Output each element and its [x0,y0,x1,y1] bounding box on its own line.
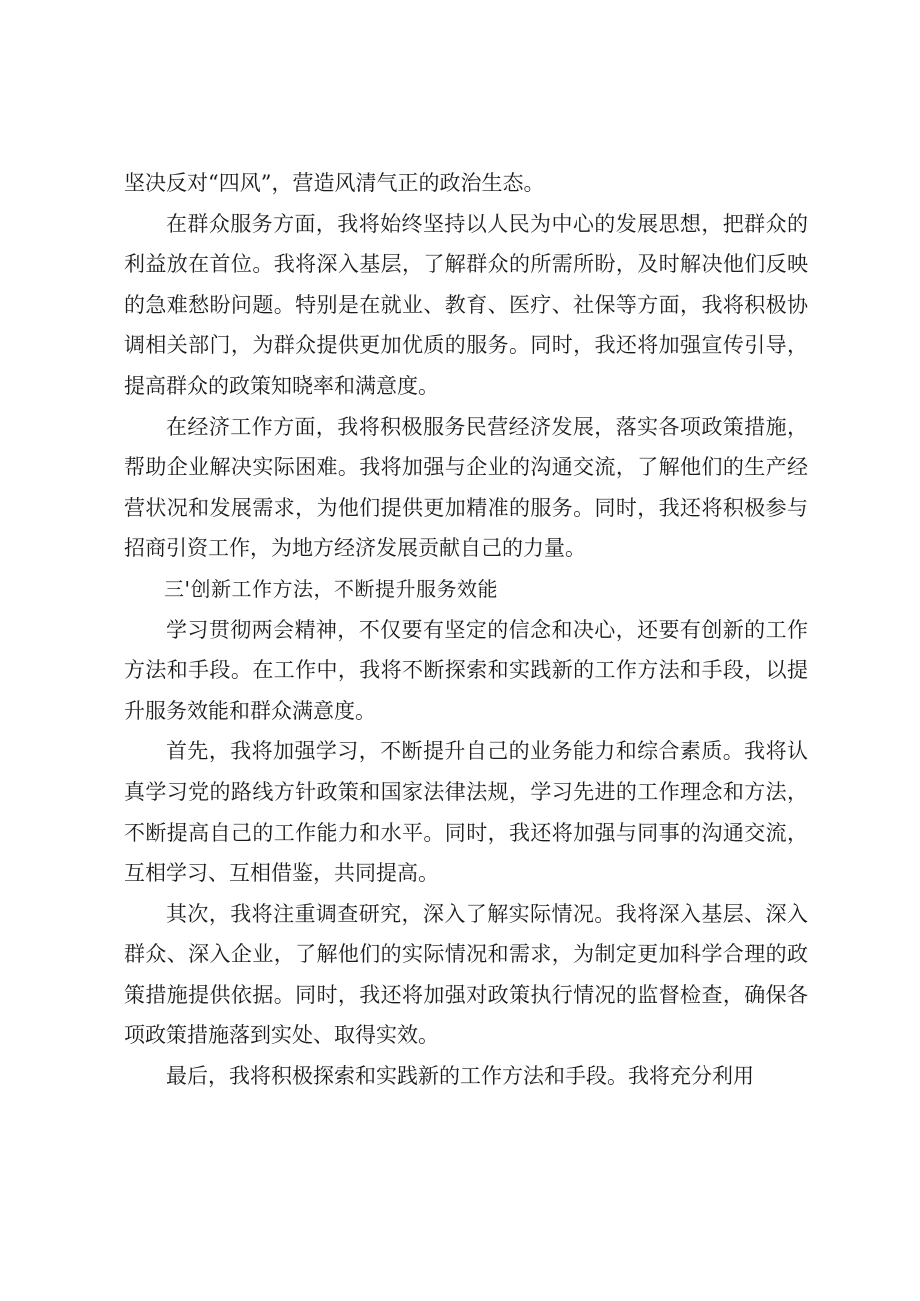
document-page [124,163,808,1097]
paragraph-mass-service: 在群众服务方面，我将始终坚持以人民为中心的发展思想，把群众的利益放在首位。我将深入基层，了解群众的所需所盼，及时解决他们反映的急难愁盼问题。特别是在就业、教育、医疗、社保等方面，我将积极协调相关部门，为群众提供更加优质的服务。同时，我还将加强宣传引导，提高群众的政策知晓率和满意度。 [124,211,808,398]
paragraph-economic-work: 在经济工作方面，我将积极服务民营经济发展，落实各项政策措施，帮助企业解决实际困难。我将加强与企业的沟通交流，了解他们的生产经营状况和发展需求，为他们提供更加精准的服务。同时，我还将积极参与招商引资工作，为地方经济发展贡献自己的力量。 [124,414,808,561]
paragraph-continuation: 坚决反对“四风”，营造风清气正的政治生态。 [124,171,545,195]
paragraph-innovation-intro: 学习贯彻两会精神，不仅要有坚定的信念和决心，还要有创新的工作方法和手段。在工作中，我将不断探索和实践新的工作方法和手段，以提升服务效能和群众满意度。 [124,617,808,723]
section-heading-three: 三'创新工作方法，不断提升服务效能 [164,576,498,601]
paragraph-first: 首先，我将加强学习，不断提升自己的业务能力和综合素质。我将认真学习党的路线方针政策和国家法律法规，学习先进的工作理念和方法，不断提高自己的工作能力和水平。同时，我还将加强与同事的沟通交流，互相学习、互相借鉴，共同提高。 [124,739,808,886]
paragraph-last: 最后，我将积极探索和实践新的工作方法和手段。我将充分利用 [166,1064,754,1089]
paragraph-second: 其次，我将注重调查研究，深入了解实际情况。我将深入基层、深入群众、深入企业，了解他们的实际情况和需求，为制定更加科学合理的政策措施提供依据。同时，我还将加强对政策执行情况的监督检查，确保各项政策措施落到实处、取得实效。 [124,901,808,1048]
